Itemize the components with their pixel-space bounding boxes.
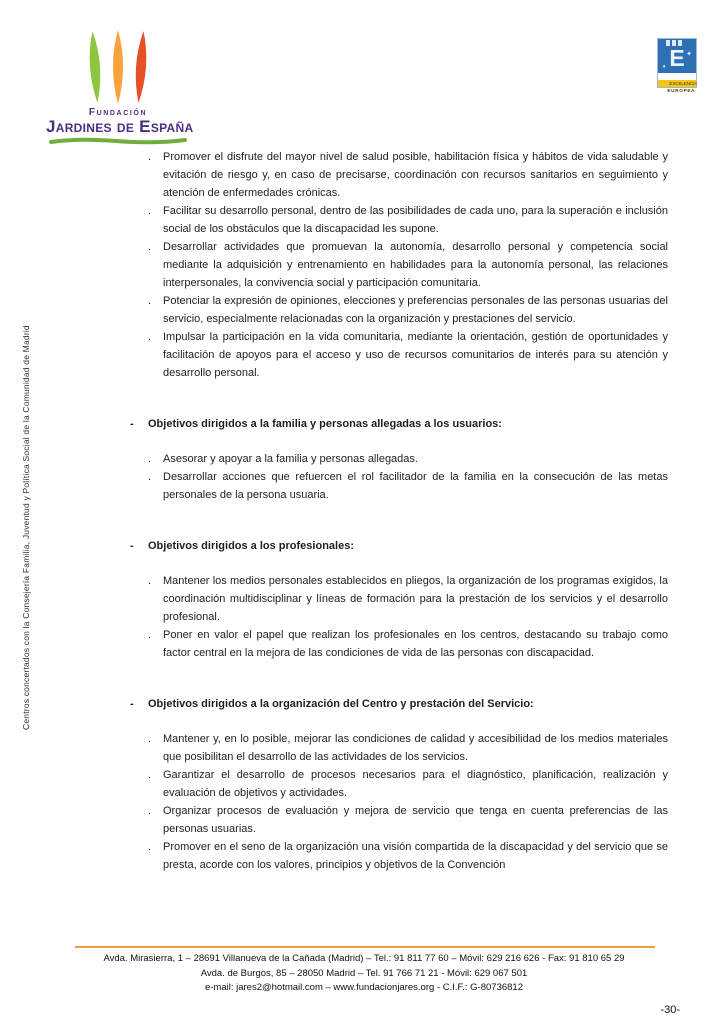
dash-marker: - — [130, 698, 134, 710]
footer-line: Avda. de Burgos, 85 – 28050 Madrid – Tel. 91 766 71 21 - Móvil: 629 067 501 — [200, 967, 528, 979]
bullet-text: Promover el disfrute del mayor nivel de salud posible, habilitación física y hábitos de vida saludable y evitación de riesgo y, en caso de precisarse, coordinación con recursos sanitarios en seguimiento y atención de enfermedades crónicas. — [163, 151, 668, 199]
bullet-marker: . — [148, 331, 152, 343]
bullet-marker: . — [148, 205, 152, 217]
fundacion-jardines-logo — [46, 28, 194, 145]
bullet-text: Desarrollar acciones que refuercen el rol facilitador de la familia en la consecución de las metas personales de la persona usuaria. — [163, 471, 668, 501]
list-item — [148, 838, 668, 874]
bullet-marker: . — [148, 805, 152, 817]
bullet-marker: . — [148, 295, 152, 307]
list-item — [148, 626, 668, 662]
excelencia-europea-badge — [657, 38, 698, 94]
section-heading-text: Objetivos dirigidos a la organización del Centro y prestación del Servicio: — [148, 698, 534, 710]
section-heading — [130, 695, 668, 713]
bullet-marker: . — [148, 575, 152, 587]
logo-brush-underline — [48, 137, 188, 145]
list-item — [148, 148, 668, 202]
badge-emblem — [658, 39, 696, 73]
list-item — [148, 468, 668, 504]
section-heading-text: Objetivos dirigidos a los profesionales: — [148, 540, 354, 552]
bullet-marker: . — [148, 841, 152, 853]
bullet-text: Organizar procesos de evaluación y mejora de servicio que tenga en cuenta preferencias de las personas usuarias. — [163, 805, 668, 835]
list-item — [148, 730, 668, 766]
bullet-text: Mantener y, en lo posible, mejorar las condiciones de calidad y accesibilidad de los medios materiales que posibilitan el desarrollo de las actividades de los servicios. — [163, 733, 668, 763]
bullet-text: Desarrollar actividades que promuevan la autonomía, desarrollo personal y competencia social mediante la adquisición y entrenamiento en habilidades para la autonomía personal, las relaciones interpersonales, la convivencia social y participación comunitaria. — [163, 241, 668, 289]
bullet-text: Asesorar y apoyar a la familia y personas allegadas. — [163, 453, 418, 465]
three-leaves-icon — [82, 28, 154, 106]
bullet-marker: . — [148, 151, 152, 163]
document-body — [130, 148, 668, 874]
bullet-text: Poner en valor el papel que realizan los profesionales en los centros, destacando su trabajo como factor central en la mejora de las condiciones de vida de las personas con discapacidad. — [163, 629, 668, 659]
bullet-marker: . — [148, 733, 152, 745]
section-bullet-list — [130, 730, 668, 874]
page-number: -30- — [660, 1004, 680, 1016]
bullet-text: Facilitar su desarrollo personal, dentro de las posibilidades de cada uno, para la superación e inclusión social de los obstáculos que la discapacidad les supone. — [163, 205, 668, 235]
bullet-text: Promover en el seno de la organización una visión compartida de la discapacidad y del servicio que se presta, acorde con los valores, principios y objetivos de la Convención — [163, 841, 668, 871]
list-item — [148, 328, 668, 382]
section-heading-text: Objetivos dirigidos a la familia y personas allegadas a los usuarios: — [148, 418, 502, 430]
footer-line: Avda. Mirasierra, 1 – 28691 Villanueva de la Cañada (Madrid) – Tel.: 91 811 77 60 – Móvil: 629 216 626 - Fax: 91 810 65 29 — [103, 953, 625, 964]
bullet-marker: . — [148, 471, 152, 483]
bullet-text: Potenciar la expresión de opiniones, elecciones y preferencias personales de las personas usuarias del servicio, especialmente relacionadas con la organización y prestaciones del servicio. — [163, 295, 668, 325]
bullet-marker: . — [148, 453, 152, 465]
list-item — [148, 238, 668, 292]
star-icon: ✦ — [686, 51, 692, 58]
section-heading — [130, 537, 668, 555]
dash-marker: - — [130, 418, 134, 430]
bullet-text: Impulsar la participación en la vida comunitaria, mediante la orientación, gestión de oportunidades y facilitación de apoyos para el acceso y uso de recursos comunitarios de interés para su atención y desarrollo personal. — [163, 331, 668, 379]
logo-fundacion-text: Fundación — [88, 107, 148, 118]
badge-letter: E — [669, 45, 685, 71]
bullet-text: Garantizar el desarrollo de procesos necesarios para el diagnóstico, planificación, realización y evaluación de objetivos y actividades. — [163, 769, 668, 799]
logo-jardines-text: Jardines de España — [46, 117, 194, 136]
bullet-text: Mantener los medios personales establecidos en pliegos, la organización de los programas exigidos, la coordinación multidisciplinar y líneas de formación para la prestación de los servicios y el desarrollo profesional. — [163, 575, 668, 623]
section-bullet-list — [130, 450, 668, 504]
list-item — [148, 572, 668, 626]
bullet-marker: . — [148, 769, 152, 781]
badge-caption: EXCELENCIA — [658, 73, 696, 80]
list-item — [148, 292, 668, 328]
list-item — [148, 802, 668, 838]
list-item — [148, 202, 668, 238]
objective-sections — [130, 415, 668, 874]
footer-line: e-mail: jares2@hotmail.com – www.fundacionjares.org - C.I.F.: G-80736812 — [204, 982, 523, 993]
footer-contact-lines — [0, 948, 728, 996]
sidebar-vertical-text: Centros concertados con la Consejería Familia, Juventud y Política Social de la Comunidad de Madrid — [21, 325, 31, 730]
section-heading — [130, 415, 668, 433]
page-footer — [0, 946, 728, 996]
bullet-marker: . — [148, 241, 152, 253]
list-item — [148, 766, 668, 802]
bullet-marker: . — [148, 629, 152, 641]
list-item — [148, 450, 668, 468]
badge-band: EUROPEA — [658, 80, 696, 87]
intro-bullet-list — [130, 148, 668, 382]
star-icon: ✦ — [662, 64, 667, 70]
dash-marker: - — [130, 540, 134, 552]
section-bullet-list — [130, 572, 668, 662]
